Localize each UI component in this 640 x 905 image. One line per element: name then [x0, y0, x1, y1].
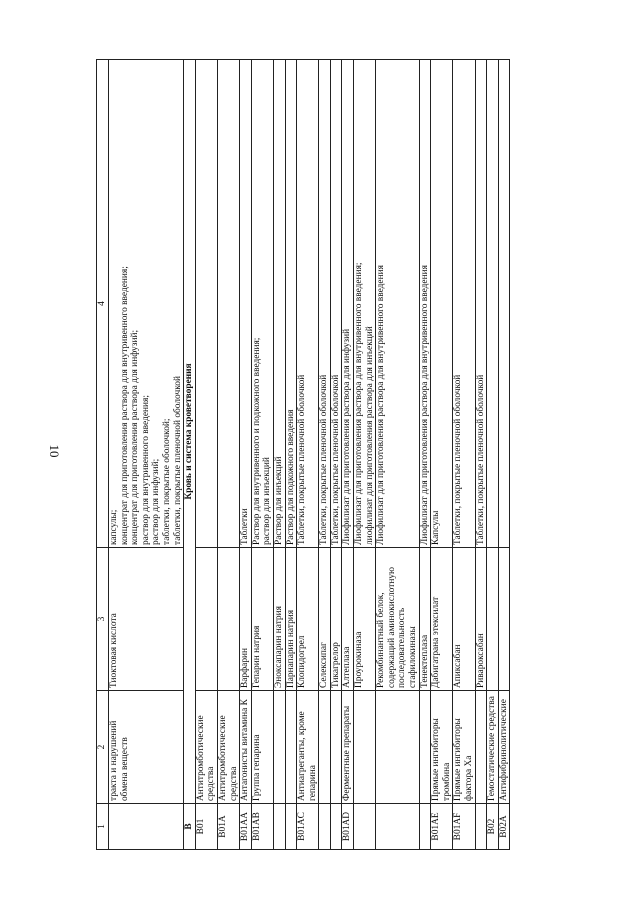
atc-code: B01A — [217, 804, 239, 850]
atc-code — [475, 804, 487, 850]
pharmacological-group: Антагонисты витамина К — [240, 691, 252, 804]
table-row — [419, 60, 431, 850]
table-row — [297, 60, 319, 850]
dosage-form: Раствор для подкожного введения — [285, 409, 296, 545]
header-cell: 1 — [97, 804, 109, 850]
dosage-form: Лиофилизат для приготовления раствора для внутривенного введения — [419, 265, 430, 545]
drug-name: Гепарин натрия — [251, 548, 273, 691]
dosage-forms — [251, 60, 273, 548]
table-row — [342, 60, 354, 850]
dosage-form: раствор для инфузий; — [151, 458, 162, 545]
dosage-form: Лиофилизат для приготовления раствора для внутривенного введения — [376, 265, 387, 545]
atc-code — [330, 804, 342, 850]
table-row — [319, 60, 331, 850]
dosage-forms — [319, 60, 331, 548]
pharmacological-group: Группа гепарина — [251, 691, 273, 804]
drug-name: Тиоктовая кислота — [109, 548, 184, 691]
dosage-forms — [195, 60, 217, 548]
table-row — [376, 60, 419, 850]
drug-table — [96, 59, 510, 850]
dosage-form: Лиофилизат для приготовления раствора для инфузий — [342, 328, 353, 545]
dosage-forms — [475, 60, 487, 548]
dosage-forms — [498, 60, 510, 548]
dosage-form: Таблетки, покрытые пленочной оболочкой — [453, 374, 464, 545]
pharmacological-group: Гемостатические средства — [487, 691, 499, 804]
dosage-forms — [330, 60, 342, 548]
dosage-form: таблетки, покрытые оболочкой; — [161, 418, 172, 545]
atc-code: B01AC — [297, 804, 319, 850]
pharmacological-group: Ферментные препараты — [342, 691, 354, 804]
atc-code — [273, 804, 285, 850]
atc-code — [285, 804, 297, 850]
section-title: Кровь и система кроветворения — [184, 60, 196, 804]
dosage-forms — [419, 60, 431, 548]
dosage-forms — [453, 60, 475, 548]
pharmacological-group: Антитромботические средства — [195, 691, 217, 804]
pharmacological-group: тракта и нарушений обмена веществ — [109, 691, 184, 804]
dosage-form: концентрат для приготовления раствора для внутривенного введения; — [119, 266, 130, 545]
dosage-form: Таблетки — [240, 508, 251, 545]
atc-code — [319, 804, 331, 850]
drug-name — [487, 548, 499, 691]
atc-code — [419, 804, 431, 850]
atc-code: B02A — [498, 804, 510, 850]
table-row — [498, 60, 510, 850]
dosage-forms — [217, 60, 239, 548]
table-row — [475, 60, 487, 850]
drug-name — [217, 548, 239, 691]
table-row — [217, 60, 239, 850]
pharmacological-group: Антитромботические средства — [217, 691, 239, 804]
table-row — [354, 60, 376, 850]
drug-name: Проурокиназа — [354, 548, 376, 691]
drug-name: Селексипаг — [319, 548, 331, 691]
header-row — [97, 60, 109, 850]
dosage-forms — [487, 60, 499, 548]
drug-name: Эноксапарин натрия — [273, 548, 285, 691]
table-row — [453, 60, 475, 850]
dosage-forms — [354, 60, 376, 548]
dosage-forms — [285, 60, 297, 548]
dosage-form: Таблетки, покрытые пленочной оболочкой — [319, 374, 330, 545]
atc-code: B01AF — [453, 804, 475, 850]
drug-name: Варфарин — [240, 548, 252, 691]
atc-code: B — [184, 804, 196, 850]
pharmacological-group — [273, 691, 285, 804]
drug-name: Тикагрелор — [330, 548, 342, 691]
dosage-form: капсулы; — [109, 509, 119, 545]
pharmacological-group — [376, 691, 419, 804]
atc-code: B01AB — [251, 804, 273, 850]
atc-code: B01AA — [240, 804, 252, 850]
drug-name: Рекомбинантный белок, содержащий аминокислотную последовательность стафилокиназы — [376, 548, 419, 691]
drug-name: Парнапарин натрия — [285, 548, 297, 691]
page-number: 10 — [47, 444, 62, 458]
drug-name — [498, 548, 510, 691]
dosage-forms — [297, 60, 319, 548]
table-row — [273, 60, 285, 850]
dosage-form: концентрат для приготовления раствора для инфузий; — [130, 329, 141, 545]
section-row — [184, 60, 196, 850]
pharmacological-group: Антиагреганты, кроме гепарина — [297, 691, 319, 804]
dosage-forms — [376, 60, 419, 548]
dosage-forms — [109, 60, 184, 548]
drug-name: Алтеплаза — [342, 548, 354, 691]
pharmacological-group — [419, 691, 431, 804]
rotated-page — [96, 60, 606, 850]
drug-name: Клопидогрел — [297, 548, 319, 691]
drug-name: Апиксабан — [453, 548, 475, 691]
dosage-forms — [240, 60, 252, 548]
dosage-form: лиофилизат для приготовления раствора для инъекций — [364, 326, 375, 545]
table-row — [109, 60, 184, 850]
pharmacological-group — [330, 691, 342, 804]
pharmacological-group: Прямые ингибиторы тромбина — [431, 691, 453, 804]
header-cell: 2 — [97, 691, 109, 804]
pharmacological-group: Антифибринолитические — [498, 691, 510, 804]
pharmacological-group — [354, 691, 376, 804]
dosage-forms — [273, 60, 285, 548]
atc-code: B02 — [487, 804, 499, 850]
dosage-form: Таблетки, покрытые пленочной оболочкой — [297, 374, 308, 545]
dosage-forms — [342, 60, 354, 548]
table-row — [330, 60, 342, 850]
table-row — [240, 60, 252, 850]
table-row — [487, 60, 499, 850]
dosage-form: Капсулы — [431, 510, 442, 545]
header-cell: 4 — [97, 60, 109, 548]
drug-name: Дабигатрана этексилат — [431, 548, 453, 691]
table-row — [431, 60, 453, 850]
pharmacological-group — [475, 691, 487, 804]
pharmacological-group — [285, 691, 297, 804]
header-cell: 3 — [97, 548, 109, 691]
atc-code — [109, 804, 184, 850]
pharmacological-group — [319, 691, 331, 804]
dosage-form: Лиофилизат для приготовления раствора для внутривенного введения; — [354, 262, 365, 545]
table-row — [195, 60, 217, 850]
atc-code — [376, 804, 419, 850]
dosage-form: Раствор для внутривенного и подкожного введения; — [251, 337, 262, 545]
dosage-form: Раствор для инъекций — [273, 456, 284, 545]
atc-code: B01 — [195, 804, 217, 850]
table-row — [285, 60, 297, 850]
drug-name — [195, 548, 217, 691]
dosage-form: раствор для инъекций — [262, 457, 273, 545]
dosage-forms — [431, 60, 453, 548]
dosage-form: раствор для внутривенного введения; — [140, 395, 151, 545]
atc-code: B01AD — [342, 804, 354, 850]
drug-name: Ривароксабан — [475, 548, 487, 691]
table-row — [251, 60, 273, 850]
atc-code: B01AE — [431, 804, 453, 850]
atc-code — [354, 804, 376, 850]
dosage-form: Таблетки, покрытые пленочной оболочкой — [330, 374, 341, 545]
pharmacological-group: Прямые ингибиторы фактора Ха — [453, 691, 475, 804]
dosage-form: Таблетки, покрытые пленочной оболочкой — [475, 374, 486, 545]
drug-name: Тенектеплаза — [419, 548, 431, 691]
dosage-form: таблетки, покрытые пленочной оболочкой — [172, 376, 183, 545]
